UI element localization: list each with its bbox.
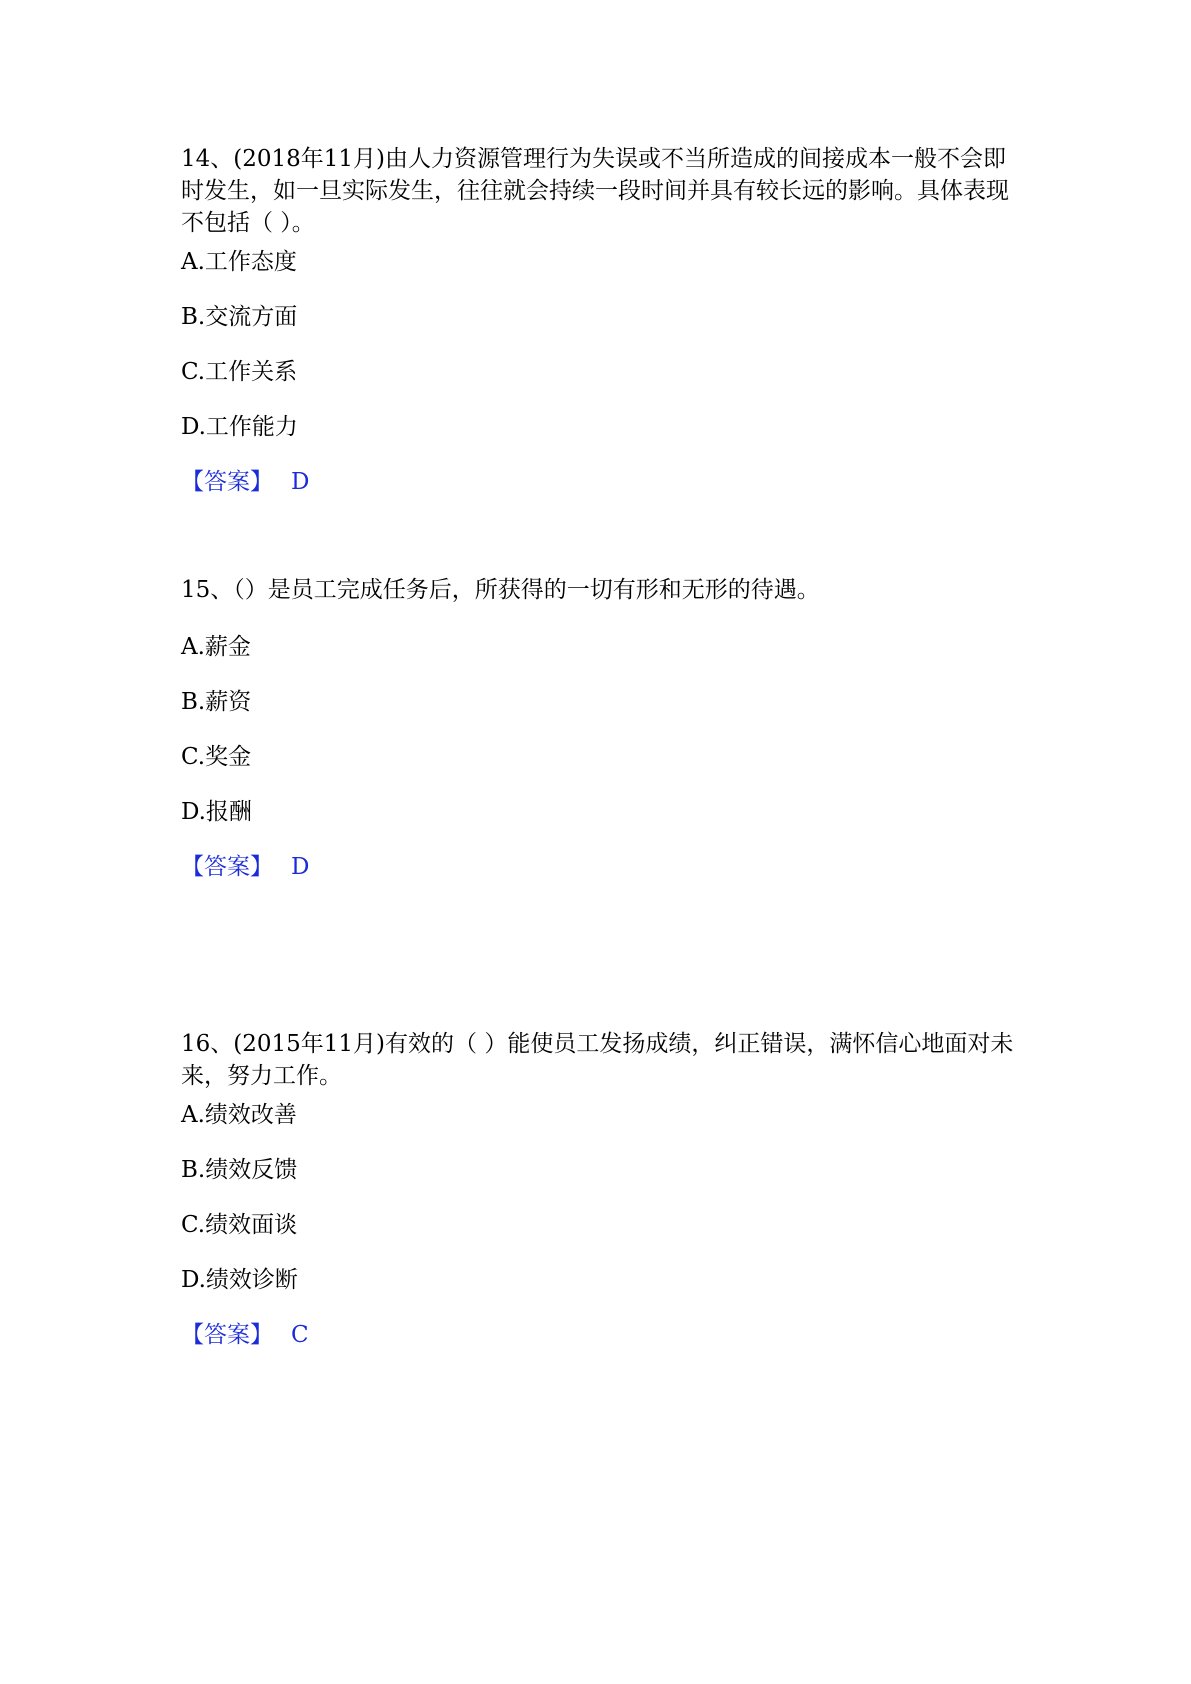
option-a: A.薪金 <box>181 634 251 660</box>
answer-line <box>181 852 309 882</box>
answer-value: D <box>291 469 310 495</box>
answer-label: 【答案】 <box>181 854 273 880</box>
question-stem: 15、（）是员工完成任务后，所获得的一切有形和无形的待遇。 <box>181 577 820 603</box>
question-stem: 14、(2018年11月)由人力资源管理行为失误或不当所造成的间接成本一般不会即时发生，如一旦实际发生，往往就会持续一段时间并具有较长远的影响。具体表现不包括（ ）。 <box>181 146 1009 236</box>
option-d: D.工作能力 <box>181 414 298 440</box>
option-c: C.奖金 <box>181 744 252 770</box>
question-16 <box>181 1028 1021 1348</box>
option-d: D.报酬 <box>181 799 252 825</box>
answer-label: 【答案】 <box>181 1322 273 1348</box>
option-b: B.交流方面 <box>181 304 298 330</box>
option-a: A.工作态度 <box>181 249 297 275</box>
option-c: C.绩效面谈 <box>181 1212 298 1238</box>
answer-line <box>181 467 309 497</box>
option-b: B.绩效反馈 <box>181 1157 298 1183</box>
question-stem: 16、(2015年11月)有效的（ ）能使员工发扬成绩，纠正错误，满怀信心地面对未来，努力工作。 <box>181 1031 1014 1089</box>
option-c: C.工作关系 <box>181 359 298 385</box>
question-15 <box>181 574 1021 880</box>
answer-label: 【答案】 <box>181 469 273 495</box>
option-b: B.薪资 <box>181 689 252 715</box>
answer-line <box>181 1320 309 1350</box>
question-14 <box>181 143 1021 495</box>
answer-value: D <box>291 854 310 880</box>
option-d: D.绩效诊断 <box>181 1267 298 1293</box>
option-a: A.绩效改善 <box>181 1102 297 1128</box>
answer-value: C <box>291 1322 309 1348</box>
